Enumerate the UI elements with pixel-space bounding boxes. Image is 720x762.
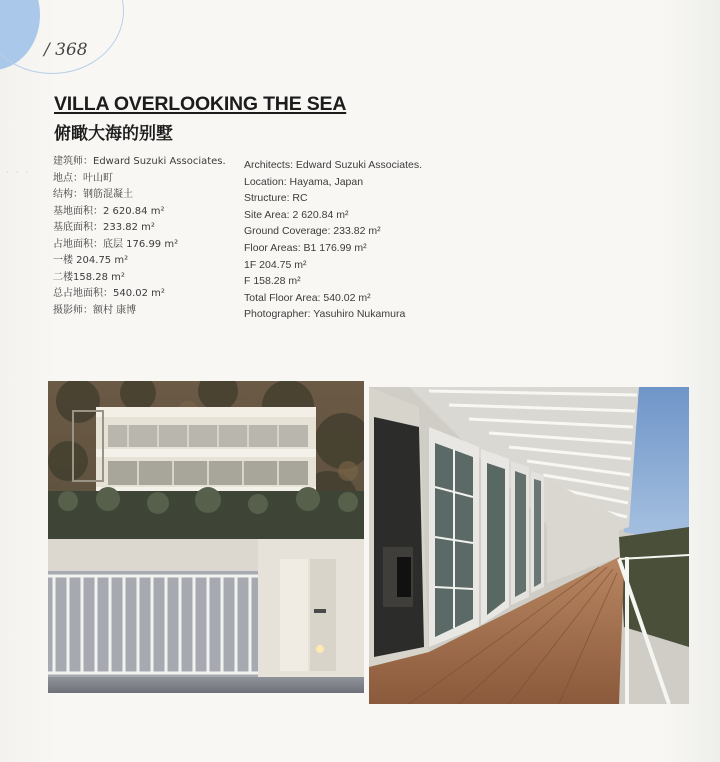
photo-villa-exterior xyxy=(48,381,364,693)
info-cn-line: 总占地面积：540.02 m² xyxy=(53,288,165,299)
project-info-chinese xyxy=(53,154,238,319)
info-en-line: Location: Hayama, Japan xyxy=(244,175,364,188)
deck-corridor-illustration xyxy=(369,387,689,704)
info-en-line: Structure: RC xyxy=(244,192,308,205)
title-chinese: 俯瞰大海的别墅 xyxy=(54,124,173,144)
info-cn-line: 摄影师：额村 康博 xyxy=(53,304,137,316)
info-cn-line: 基地面积：2 620.84 m² xyxy=(53,205,165,217)
info-en-line: Photographer: Yasuhiro Nukamura xyxy=(244,308,406,321)
photo-deck-corridor xyxy=(369,387,689,704)
page-number xyxy=(44,40,88,60)
page-number-value: 368 xyxy=(55,40,88,60)
info-en-line: Total Floor Area: 540.02 m² xyxy=(244,291,371,304)
title-english: VILLA OVERLOOKING THE SEA xyxy=(54,93,347,115)
info-en-line: F 158.28 m² xyxy=(244,275,301,288)
info-cn-line: 一楼 204.75 m² xyxy=(53,255,129,266)
info-en-line: Site Area: 2 620.84 m² xyxy=(244,208,349,221)
info-en-line: Floor Areas: B1 176.99 m² xyxy=(244,241,367,254)
info-cn-line: 占地面积：底层 176.99 m² xyxy=(53,238,179,250)
info-cn-line: 二楼158.28 m² xyxy=(53,271,125,283)
info-en-line: Ground Coverage: 233.82 m² xyxy=(244,225,381,238)
info-cn-line: 基底面积：233.82 m² xyxy=(53,222,155,233)
info-cn-line: 结构：钢筋混凝土 xyxy=(53,189,133,200)
info-en-line: 1F 204.75 m² xyxy=(244,258,307,271)
info-cn-line: 地点：叶山町 xyxy=(53,172,113,184)
villa-exterior-illustration xyxy=(48,381,364,693)
project-info-english xyxy=(244,157,484,323)
page-number-slash: / xyxy=(44,40,56,60)
info-cn-line: 建筑师：Edward Suzuki Associates. xyxy=(53,156,226,167)
scan-speckles: · · · xyxy=(6,168,31,178)
info-en-line: Architects: Edward Suzuki Associates. xyxy=(244,159,422,171)
